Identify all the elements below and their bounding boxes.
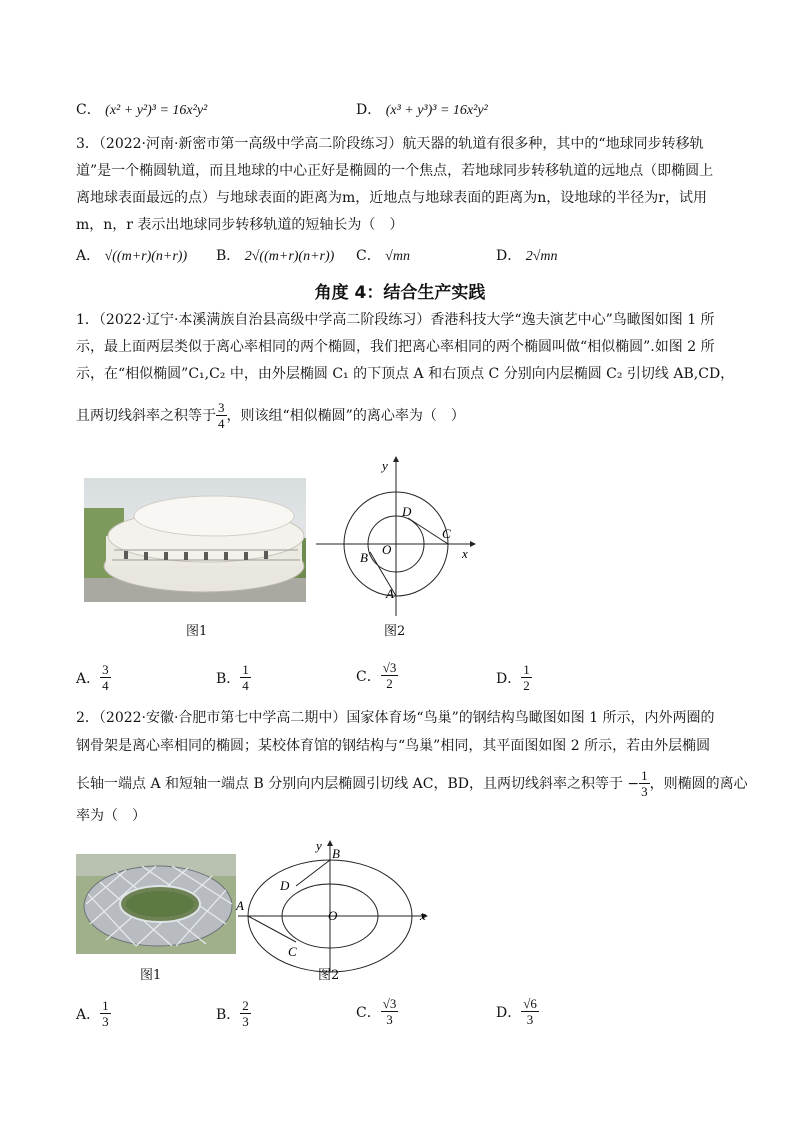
numerator: √3: [382, 996, 397, 1011]
numerator: 2: [242, 998, 249, 1013]
q3-option-b: [216, 242, 334, 271]
p2-fig2-caption: 图2: [318, 968, 340, 983]
prev-option-d: [356, 96, 488, 125]
y-axis-arrow: [393, 456, 399, 462]
p1-option-d: [496, 662, 532, 693]
p1-building-photo: [84, 478, 306, 602]
p1-option-a: [76, 662, 111, 693]
label-b: B: [360, 550, 368, 565]
x-axis-arrow: [470, 541, 476, 547]
option-value: √mn: [385, 249, 410, 264]
p1-fig2-caption: 图2: [384, 624, 406, 639]
label-a: A: [236, 898, 244, 913]
option-label: D．: [496, 1004, 522, 1021]
fraction: [240, 998, 251, 1029]
p1-fig1-caption: 图1: [186, 624, 208, 639]
option-label: B．: [216, 1006, 241, 1023]
p1-line-1: 1．（2022·辽宁·本溪满族自治县高级中学高二阶段练习）香港科技大学“逸夫演艺中心”鸟瞰图如图 1 所: [76, 312, 715, 328]
fraction: [381, 660, 399, 691]
fraction: [100, 998, 111, 1029]
denominator: 4: [218, 416, 225, 431]
section-title: 角度 4：结合生产实践: [314, 283, 486, 303]
option-label: C．: [356, 668, 381, 685]
label-o: O: [328, 908, 338, 923]
option-value: √((m+r)(n+r)): [104, 249, 188, 264]
p2-line-2: 钢骨架是离心率相同的椭圆；某校体育馆的钢结构与“鸟巢”相同，其平面图如图 2 所示，若由外层椭圆: [76, 738, 711, 754]
p1-option-c: [356, 660, 398, 691]
label-x: x: [462, 546, 468, 561]
numerator: √6: [523, 996, 537, 1011]
denominator: 3: [526, 1012, 534, 1027]
p2-fig1-caption: 图1: [140, 968, 162, 983]
q3-option-a: [76, 242, 187, 271]
label-y: y: [316, 838, 322, 853]
tangent-ac: [248, 916, 296, 942]
label-x: x: [420, 908, 426, 923]
option-label: B．: [216, 670, 241, 687]
numerator: 1: [242, 662, 249, 677]
option-label: B．: [216, 248, 241, 264]
option-value: 2√((m+r)(n+r)): [244, 249, 335, 264]
p2-line-3: [76, 768, 748, 799]
p2-line-1: 2．（2022·安徽·合肥市第七中学高二期中）国家体育场“鸟巢”的钢结构鸟瞰图如图 1 所示，内外两圈的: [76, 710, 715, 726]
denominator: 4: [242, 678, 249, 693]
label-y: y: [382, 458, 388, 473]
denominator: 2: [523, 678, 530, 693]
option-label: A．: [76, 670, 101, 687]
label-c: C: [288, 944, 297, 959]
q3-line-1: 3．（2022·河南·新密市第一高级中学高二阶段练习）航天器的轨道有很多种，其中的“地球同步转移轨: [76, 136, 704, 152]
p2-option-a: [76, 998, 111, 1029]
denominator: 3: [242, 1014, 249, 1029]
label-o: O: [382, 542, 392, 557]
numerator: 1: [102, 998, 109, 1013]
fraction: [240, 662, 251, 693]
option-label: D．: [496, 248, 522, 264]
option-label: C．: [356, 1004, 381, 1021]
p1-line-4: [76, 400, 465, 431]
p2-stadium-photo: [76, 854, 236, 954]
denominator: 2: [386, 676, 393, 691]
numerator: √3: [382, 660, 397, 675]
numerator: 3: [102, 662, 109, 677]
prev-option-c: [76, 96, 207, 125]
p2-option-c: [356, 996, 398, 1027]
label-c: C: [442, 526, 451, 541]
denominator: 3: [641, 784, 648, 799]
p2-option-b: [216, 998, 251, 1029]
option-label: C．: [356, 248, 381, 264]
q3-line-2: 道”是一个椭圆轨道，而且地球的中心正好是椭圆的一个焦点，若地球同步转移轨道的远地点（即椭圆上: [76, 163, 714, 179]
label-d: D: [280, 878, 290, 893]
label-b: B: [332, 846, 340, 861]
p2-ellipse-diagram: [234, 838, 434, 974]
text-segment: 且两切线斜率之积等于: [76, 407, 216, 424]
option-label: D．: [356, 102, 382, 118]
p1-ellipse-diagram: [310, 452, 480, 622]
text-segment: ，则椭圆的离心: [649, 775, 748, 792]
p1-line-3: 示，在“相似椭圆”C₁,C₂ 中，由外层椭圆 C₁ 的下顶点 A 和右顶点 C 分别向内层椭圆 C₂ 引切线 AB,CD，: [76, 366, 735, 382]
numerator: 1: [523, 662, 530, 677]
q3-line-4: m，n，r 表示出地球同步转移轨道的短轴长为（ ）: [76, 217, 404, 233]
option-expression: (x³ + y³)³ = 16x²y²: [385, 103, 488, 118]
q3-option-d: [496, 242, 557, 271]
option-value: 2√mn: [525, 249, 558, 264]
fraction: [381, 996, 399, 1027]
fraction: [521, 996, 539, 1027]
p2-line-4: 率为（ ）: [76, 808, 146, 824]
option-label: D．: [496, 670, 522, 687]
p1-line-2: 示，最上面两层类似于离心率相同的两个椭圆，我们把离心率相同的两个椭圆叫做“相似椭圆”.如图 2 所: [76, 339, 715, 355]
option-label: C．: [76, 102, 101, 118]
option-label: A．: [76, 248, 101, 264]
option-label: A．: [76, 1006, 101, 1023]
q3-option-c: [356, 242, 410, 271]
numerator: 3: [218, 400, 225, 415]
numerator: 1: [641, 768, 648, 783]
p2-option-d: [496, 996, 539, 1027]
fraction: [521, 662, 532, 693]
text-segment: 长轴一端点 A 和短轴一端点 B 分别向内层椭圆引切线 AC，BD，且两切线斜率之积等于 −: [76, 775, 640, 792]
text-segment: ，则该组“相似椭圆”的离心率为（ ）: [226, 407, 465, 424]
label-a: A: [386, 586, 394, 601]
fraction: [216, 400, 227, 431]
fraction: [100, 662, 111, 693]
q3-line-3: 离地球表面最远的点）与地球表面的距离为m，近地点与地球表面的距离为n，设地球的半径为r，试用: [76, 190, 707, 206]
p1-option-b: [216, 662, 251, 693]
fraction: [639, 768, 650, 799]
denominator: 3: [386, 1012, 393, 1027]
option-expression: (x² + y²)³ = 16x²y²: [105, 103, 208, 118]
denominator: 3: [102, 1014, 109, 1029]
label-d: D: [402, 504, 412, 519]
denominator: 4: [102, 678, 109, 693]
